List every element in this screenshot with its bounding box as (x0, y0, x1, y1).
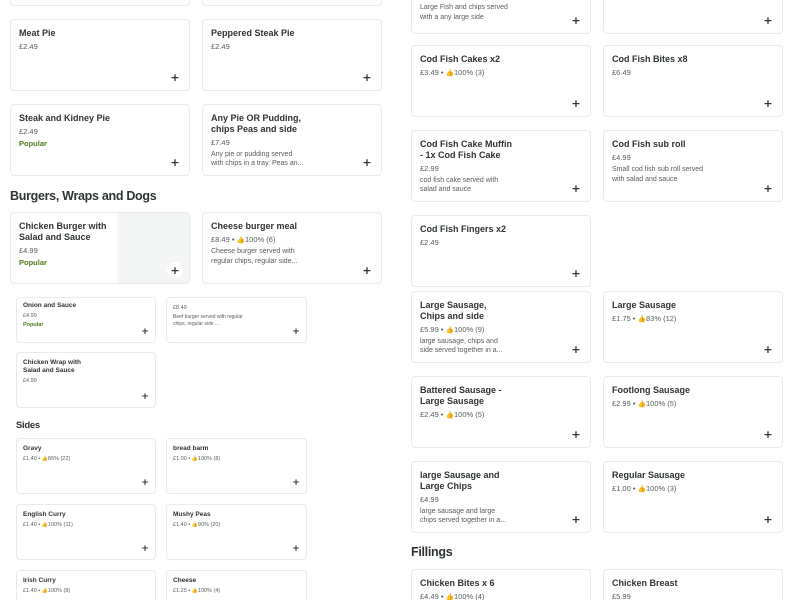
item-price (420, 325, 582, 334)
rating-text: 100% (4) (197, 587, 221, 594)
menu-item-card[interactable] (411, 291, 591, 363)
menu-item-card[interactable] (411, 45, 591, 117)
menu-item-card[interactable] (10, 0, 190, 6)
menu-item-card[interactable] (411, 461, 591, 533)
item-name: Large Sausage, Chips and side (420, 300, 487, 321)
rating-text: 100% (8) (197, 455, 221, 462)
item-name: Cheese (173, 577, 197, 584)
separator: • (36, 587, 42, 594)
item-name: Regular Sausage (612, 470, 686, 480)
menu-item-card[interactable] (166, 570, 307, 600)
rating-text: 100% (9) (453, 324, 485, 334)
separator: • (36, 455, 42, 462)
section-heading-sides: Sides (16, 420, 40, 431)
item-price (420, 410, 582, 419)
menu-item-card[interactable] (603, 0, 783, 34)
menu-item-card[interactable] (202, 0, 382, 6)
separator: • (36, 521, 42, 528)
item-price (23, 588, 149, 594)
item-name: Chicken Burger with Salad and Sauce (19, 221, 107, 242)
add-item-button[interactable]: + (139, 477, 151, 489)
item-price: £4.99 (23, 312, 37, 319)
item-price: £4.99 (612, 152, 631, 162)
menu-item-card[interactable] (603, 376, 783, 448)
add-item-button[interactable]: + (359, 262, 375, 278)
add-item-button[interactable]: + (568, 180, 584, 196)
rating-text: 100% (5) (645, 398, 677, 408)
separator: • (438, 591, 446, 600)
item-price: £8.49 (173, 305, 187, 311)
price-text: £1.40 (23, 521, 37, 528)
add-item-button[interactable]: + (290, 543, 302, 555)
item-name: Cod Fish Bites x8 (612, 54, 688, 64)
menu-item-card[interactable] (10, 212, 190, 284)
menu-item-card[interactable] (411, 569, 591, 600)
item-price: £4.99 (420, 494, 439, 504)
menu-item-card[interactable] (603, 461, 783, 533)
menu-item-card[interactable] (411, 376, 591, 448)
add-item-button[interactable]: + (760, 426, 776, 442)
price-text: £8.49 (211, 234, 230, 244)
thumbs-up-icon: 👍 (236, 235, 245, 244)
rating-text: 100% (11) (47, 521, 73, 528)
rating-text: 100% (4) (453, 591, 485, 600)
popular-badge: Popular (19, 257, 47, 267)
menu-item-card[interactable] (166, 504, 307, 560)
separator: • (630, 483, 638, 493)
separator: • (229, 234, 237, 244)
rating-text: 86% (22) (47, 455, 71, 462)
item-name: Cheese burger meal (211, 221, 298, 231)
popular-badge: Popular (19, 138, 47, 148)
price-text: £4.49 (420, 591, 439, 600)
thumbs-up-icon: 👍 (191, 521, 198, 528)
thumbs-up-icon: 👍 (637, 399, 646, 408)
menu-item-card[interactable] (603, 291, 783, 363)
add-item-button[interactable]: + (139, 326, 151, 338)
item-description: Beef burger served with regular chips, regular side ... (173, 314, 243, 327)
separator: • (630, 313, 638, 323)
thumbs-up-icon: 👍 (637, 484, 646, 493)
price-text: £1.75 (612, 313, 631, 323)
item-name: Gravy (23, 445, 42, 452)
price-text: £2.49 (420, 409, 439, 419)
item-price: £2.49 (211, 41, 230, 51)
thumbs-up-icon: 👍 (445, 68, 454, 77)
menu-item-card[interactable] (202, 104, 382, 176)
item-price (173, 522, 300, 528)
rating-text: 90% (20) (197, 521, 221, 528)
item-name: Cod Fish Fingers x2 (420, 224, 507, 234)
add-item-button[interactable]: + (167, 69, 183, 85)
price-text: £1.00 (612, 483, 631, 493)
menu-item-card[interactable] (166, 438, 307, 494)
menu-item-card[interactable] (411, 130, 591, 202)
item-name: bread barm (173, 445, 209, 452)
item-price (173, 588, 300, 594)
item-description: cod fish cake served with salad and sauce (420, 176, 499, 194)
thumbs-up-icon: 👍 (445, 325, 454, 334)
menu-item-card[interactable] (603, 45, 783, 117)
add-item-button[interactable]: + (359, 69, 375, 85)
item-name: Irish Curry (23, 577, 56, 584)
item-name: Chicken Bites x 6 (420, 578, 495, 588)
add-item-button[interactable]: + (760, 12, 776, 28)
menu-item-card[interactable] (603, 130, 783, 202)
menu-item-card[interactable] (16, 504, 156, 560)
separator: • (438, 324, 446, 334)
item-price (23, 522, 149, 528)
item-name: Onion and Sauce (23, 302, 77, 309)
add-item-button[interactable]: + (568, 341, 584, 357)
item-name: Cod Fish Cake Muffin - 1x Cod Fish Cake (420, 139, 512, 160)
price-text: £3.49 (420, 67, 439, 77)
section-heading-fillings: Fillings (411, 545, 453, 559)
price-text: £1.00 (173, 455, 187, 462)
menu-item-card[interactable] (411, 0, 591, 34)
menu-item-card[interactable] (10, 104, 190, 176)
item-description: Cheese burger served with regular chips, regular side... (211, 247, 298, 265)
item-description: large sausage and large chips served together in a... (420, 507, 506, 525)
rating-text: 100% (3) (645, 483, 677, 493)
thumbs-up-icon: 👍 (41, 455, 48, 462)
item-name: Mushy Peas (173, 511, 211, 518)
menu-item-card[interactable] (10, 19, 190, 91)
rating-text: 83% (12) (645, 313, 677, 323)
price-text: £1.40 (173, 521, 187, 528)
item-price (612, 314, 774, 323)
item-name: Chicken Breast (612, 578, 678, 588)
item-price: £4.99 (23, 377, 37, 384)
price-text: £1.40 (23, 587, 37, 594)
item-name: English Curry (23, 511, 66, 518)
menu-item-card[interactable] (202, 19, 382, 91)
item-name: Large Sausage (612, 300, 677, 310)
thumbs-up-icon: 👍 (445, 592, 454, 600)
item-price (173, 456, 300, 462)
item-name: Footlong Sausage (612, 385, 691, 395)
thumbs-up-icon: 👍 (191, 587, 198, 594)
item-price: £7.49 (211, 137, 230, 147)
separator: • (438, 67, 446, 77)
add-item-button[interactable]: + (290, 326, 302, 338)
menu-item-card[interactable] (603, 569, 783, 600)
item-price (612, 484, 774, 493)
item-name: Chicken Wrap with Salad and Sauce (23, 359, 82, 374)
menu-item-card[interactable] (16, 570, 156, 600)
add-item-button[interactable]: + (760, 95, 776, 111)
item-price: £4.99 (19, 245, 38, 255)
item-description: Any pie or pudding served with chips in a tray. Peas an... (211, 150, 304, 168)
section-heading-burgers: Burgers, Wraps and Dogs (10, 189, 157, 203)
item-price: £6.49 (612, 67, 631, 77)
menu-item-card[interactable] (16, 352, 156, 408)
item-name: Battered Sausage - Large Sausage (420, 385, 502, 406)
price-text: £5.99 (420, 324, 439, 334)
item-name: large Sausage and Large Chips (420, 470, 500, 491)
add-item-button[interactable]: + (568, 426, 584, 442)
rating-text: 100% (5) (453, 409, 485, 419)
item-name: Steak and Kidney Pie (19, 113, 111, 123)
add-item-button[interactable]: + (139, 391, 151, 403)
separator: • (186, 521, 192, 528)
menu-item-card[interactable] (166, 297, 307, 343)
item-name: Meat Pie (19, 28, 56, 38)
thumbs-up-icon: 👍 (191, 455, 198, 462)
rating-text: 100% (3) (453, 67, 485, 77)
thumbs-up-icon: 👍 (41, 521, 48, 528)
separator: • (186, 587, 192, 594)
rating-text: 100% (8) (47, 587, 71, 594)
add-item-button[interactable]: + (760, 511, 776, 527)
popular-badge: Popular (23, 321, 44, 328)
add-item-button[interactable]: + (568, 265, 584, 281)
separator: • (186, 455, 192, 462)
add-item-button[interactable]: + (568, 511, 584, 527)
add-item-button[interactable]: + (139, 543, 151, 555)
item-name: Peppered Steak Pie (211, 28, 295, 38)
item-price: £2.49 (19, 41, 38, 51)
menu-item-card[interactable] (16, 297, 156, 343)
item-description: Small cod fish sub roll served with salad and sauce (612, 165, 704, 183)
menu-item-card[interactable] (411, 215, 591, 287)
item-price (23, 456, 149, 462)
menu-item-card[interactable] (16, 438, 156, 494)
add-item-button[interactable]: + (167, 262, 183, 278)
price-text: £1.25 (173, 587, 187, 594)
item-name: Cod Fish Cakes x2 (420, 54, 501, 64)
thumbs-up-icon: 👍 (637, 314, 646, 323)
item-price (211, 235, 373, 244)
item-description: large sausage, chips and side served together in a... (420, 337, 503, 355)
item-name: Cod Fish sub roll (612, 139, 686, 149)
separator: • (630, 398, 638, 408)
item-price (612, 399, 774, 408)
add-item-button[interactable]: + (359, 154, 375, 170)
rating-text: 100% (6) (244, 234, 276, 244)
item-price: £2.49 (19, 126, 38, 136)
thumbs-up-icon: 👍 (41, 587, 48, 594)
add-item-button[interactable]: + (290, 477, 302, 489)
add-item-button[interactable]: + (167, 154, 183, 170)
price-text: £2.99 (612, 398, 631, 408)
add-item-button[interactable]: + (568, 12, 584, 28)
item-price (420, 592, 582, 600)
add-item-button[interactable]: + (760, 180, 776, 196)
separator: • (438, 409, 446, 419)
item-price: £2.49 (420, 237, 439, 247)
item-description: Large Fish and chips served with a any large side (420, 4, 508, 21)
add-item-button[interactable]: + (568, 95, 584, 111)
item-price (420, 68, 582, 77)
menu-item-card[interactable] (202, 212, 382, 284)
item-name: Any Pie OR Pudding, chips Peas and side (211, 113, 302, 134)
item-price: £2.99 (420, 163, 439, 173)
thumbs-up-icon: 👍 (445, 410, 454, 419)
add-item-button[interactable]: + (760, 341, 776, 357)
item-price: £5.99 (612, 591, 631, 600)
price-text: £1.40 (23, 455, 37, 462)
